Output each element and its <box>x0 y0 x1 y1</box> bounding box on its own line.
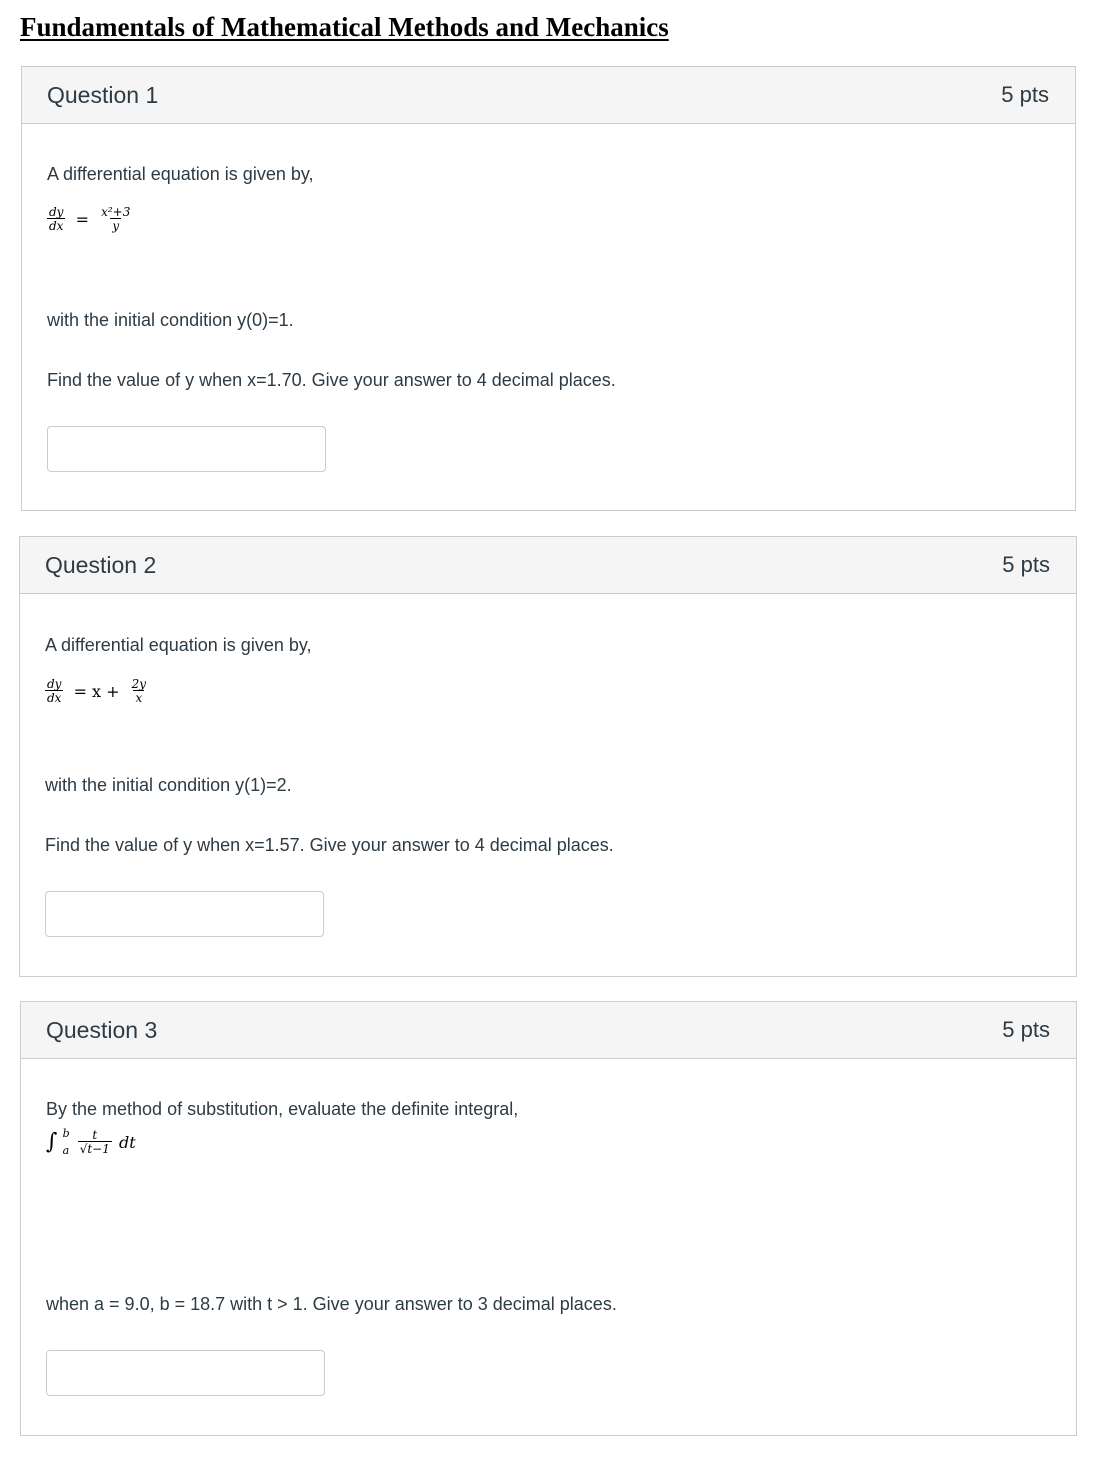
question-1-points: 5 pts <box>1001 82 1049 107</box>
question-3-answer-input[interactable] <box>46 1350 325 1396</box>
integral-dt: dt <box>118 1132 136 1152</box>
eq2-rhs-num: 2y <box>131 677 147 691</box>
question-2-card <box>19 536 1077 977</box>
question-2-points: 5 pts <box>1002 552 1050 577</box>
question-2-title: Question 2 <box>45 551 157 578</box>
question-3-instruction: when a = 9.0, b = 18.7 with t > 1. Give your answer to 3 decimal places. <box>46 1294 617 1314</box>
question-3-points: 5 pts <box>1002 1017 1050 1042</box>
eq1-lhs-den: dx <box>49 219 64 233</box>
question-1-instruction: Find the value of y when x=1.70. Give your answer to 4 decimal places. <box>47 370 616 390</box>
question-3-title: Question 3 <box>46 1016 158 1043</box>
question-3-intro: By the method of substitution, evaluate the definite integral, <box>46 1099 519 1119</box>
eq1-rhs-num: x²+3 <box>101 205 131 219</box>
question-1-intro: A differential equation is given by, <box>47 164 314 184</box>
question-1-header <box>22 67 1075 124</box>
integral-upper-limit: b <box>62 1127 70 1140</box>
question-3-card <box>20 1001 1077 1436</box>
question-1-answer-input[interactable] <box>47 426 326 472</box>
eq1-lhs-num: dy <box>49 205 64 219</box>
question-3-integral <box>46 1127 136 1157</box>
eq1-op: = <box>75 209 89 229</box>
question-2-equation <box>45 678 148 704</box>
question-2-header <box>20 537 1076 594</box>
integral-num: t <box>92 1128 98 1142</box>
eq1-rhs-den: y <box>112 219 120 233</box>
integral-symbol: ∫ <box>46 1129 58 1155</box>
question-1-condition: with the initial condition y(0)=1. <box>47 310 294 330</box>
question-1-title: Question 1 <box>47 81 159 108</box>
question-2-condition: with the initial condition y(1)=2. <box>45 775 292 795</box>
eq2-op: = x + <box>73 681 120 701</box>
integral-den: √t−1 <box>79 1142 110 1156</box>
question-2-intro: A differential equation is given by, <box>45 635 312 655</box>
integral-lower-limit: a <box>62 1144 70 1157</box>
question-3-header <box>21 1002 1076 1059</box>
document-title: Fundamentals of Mathematical Methods and Mechanics <box>20 12 669 42</box>
eq2-lhs-den: dx <box>47 691 62 705</box>
eq2-lhs-num: dy <box>47 677 62 691</box>
question-1-card <box>21 66 1076 511</box>
eq2-rhs-den: x <box>135 691 143 705</box>
question-2-instruction: Find the value of y when x=1.57. Give your answer to 4 decimal places. <box>45 835 614 855</box>
question-1-equation <box>47 206 132 232</box>
question-2-answer-input[interactable] <box>45 891 324 937</box>
